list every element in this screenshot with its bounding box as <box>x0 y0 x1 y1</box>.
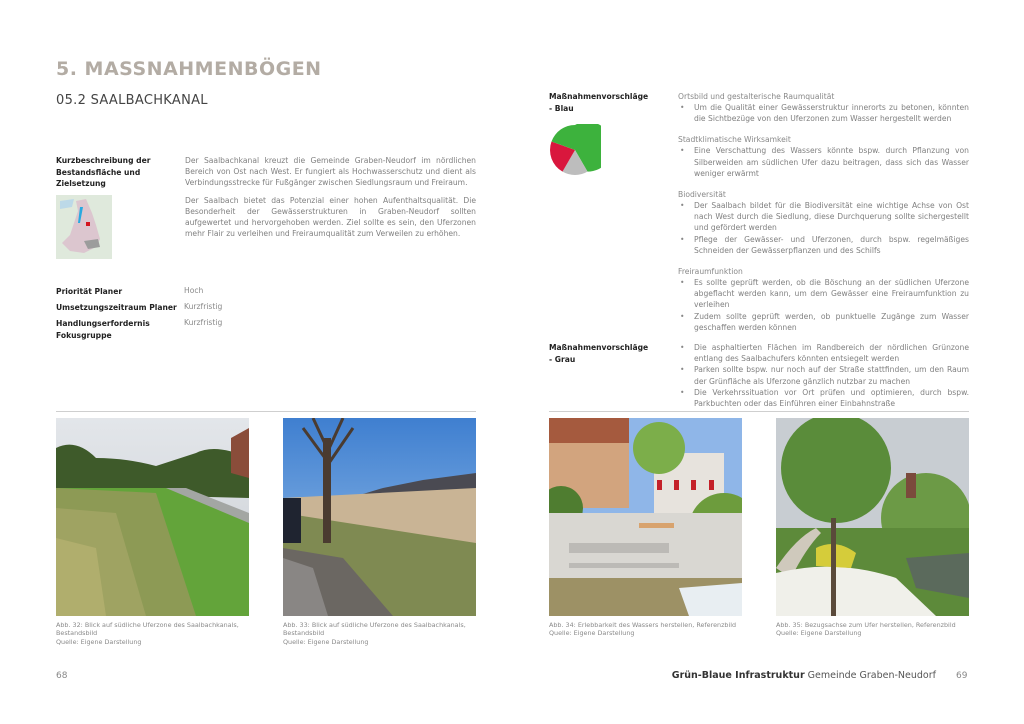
measure-item: • Es sollte geprüft werden, ob die Böschung an der südlichen Uferzone abgeflacht werden kann, um dem Gewässer eine Freiraumfunktion zu verleihen <box>678 277 969 311</box>
description-label <box>56 155 176 190</box>
figure-caption-34 <box>549 621 759 638</box>
figure-caption-32 <box>56 621 256 646</box>
label-line: Zielsetzung <box>56 179 106 188</box>
measure-item: • Zudem sollte geprüft werden, ob punktuelle Zugänge zum Wasser geschaffen werden können <box>678 311 969 333</box>
divider <box>549 411 969 412</box>
attribute-label: Priorität Planer <box>56 287 123 296</box>
description-paragraph: Der Saalbach bietet das Potenzial einer hohen Aufenthaltsqualität. Die Besonderheit der Gewässerstrukturen in Graben-Neudorf sollten aufgewertet und hervorgehoben werden. Ziel sollte es sein, den Uferzonen mehr Flair zu verleihen und Freiraumqualität zum Verweilen zu erhöhen. <box>185 195 476 239</box>
blau-label <box>549 91 648 114</box>
measure-item: • Pflege der Gewässer- und Uferzonen, durch bspw. regelmäßiges Schneiden der Gewässerpflanzen und des Schilfs <box>678 234 969 256</box>
caption-line: Quelle: Eigene Darstellung <box>283 637 369 646</box>
photo-waterfront-steps <box>549 418 742 616</box>
caption-line: Abb. 33: Blick auf südliche Uferzone des Saalbachkanals, <box>283 621 466 629</box>
caption-line: Bestandsbild <box>283 629 325 638</box>
caption-line: Quelle: Eigene Darstellung <box>56 637 142 646</box>
measure-heading: Ortsbild und gestalterische Raumqualität <box>678 92 835 101</box>
location-map-thumbnail <box>56 195 112 259</box>
attribute-row-focus-group <box>56 318 356 342</box>
measure-item: • Die asphaltierten Flächen im Randbereich der nördlichen Grünzone entlang des Saalbachufers könnten entsiegelt werden <box>678 342 969 364</box>
caption-line: Quelle: Eigene Darstellung <box>549 629 635 638</box>
caption-line: Bestandsbild <box>56 629 98 638</box>
description-text <box>185 155 476 245</box>
figure-caption-33 <box>283 621 483 646</box>
attributes-table <box>56 286 356 342</box>
caption-line: Abb. 32: Blick auf südliche Uferzone des Saalbachkanals, <box>56 621 239 629</box>
page-number-left: 68 <box>56 671 68 681</box>
attribute-value: Kurzfristig <box>184 302 223 311</box>
attribute-label: Handlungserfordernis Fokusgruppe <box>56 319 150 340</box>
attribute-label: Umsetzungszeitraum Planer <box>56 303 177 312</box>
measure-heading: Stadtklimatische Wirksamkeit <box>678 135 791 145</box>
measure-item: • Um die Qualität einer Gewässerstruktur innerorts zu betonen, könnten die Sichtbezüge von den Uferzonen zum Wasser hergestellt werden <box>678 102 969 124</box>
measure-item: • Der Saalbach bildet für die Biodiversität eine wichtige Achse von Ost nach West durch die Siedlung, diese Durchquerung sollte sichergestellt und gefördert werden <box>678 200 969 234</box>
page-number-right: 69 <box>956 671 968 681</box>
footer-title <box>672 670 936 681</box>
footer-title-rest: Gemeinde Graben-Neudorf <box>804 670 936 681</box>
caption-line: Abb. 34: Erlebbarkeit des Wassers herstellen, Referenzbild <box>549 621 737 629</box>
label-line: Kurzbeschreibung der <box>56 156 151 165</box>
measure-item: • Eine Verschattung des Wassers könnte bspw. durch Pflanzung von Silberweiden am südlichen Ufer dazu beitragen, dass sich das Wasser weniger erwärmt <box>678 145 969 179</box>
measure-item: • Parken sollte bspw. nur noch auf der Straße stattfinden, um den Raum der Grünfläche als Uferzone gänzlich nutzbar zu machen <box>678 364 969 386</box>
label-line: Maßnahmenvorschläge <box>549 92 649 101</box>
description-paragraph: Der Saalbachkanal kreuzt die Gemeinde Graben-Neudorf im nördlichen Bereich von Ost nach West. Er fungiert als Hochwasserschutz und dient als Verbindungsstrecke für Fußgänger zwischen Siedlungsraum und Freiraum. <box>185 156 476 188</box>
label-line: - Grau <box>549 354 576 364</box>
caption-line: Abb. 35: Bezugsachse zum Ufer herstellen, Referenzbild <box>776 621 956 629</box>
label-line: Maßnahmenvorschläge <box>549 343 649 352</box>
measure-group <box>678 189 969 256</box>
grau-label <box>549 342 648 365</box>
measure-group <box>678 266 969 333</box>
divider <box>56 411 476 412</box>
chapter-title: 5. MASSNAHMENBÖGEN <box>56 58 322 80</box>
photo-reed-bank <box>56 418 249 616</box>
label-line: - Blau <box>549 103 574 113</box>
attribute-row-priority <box>56 286 356 302</box>
footer-title-bold: Grün-Blaue Infrastruktur <box>671 670 805 681</box>
label-line: Bestandsfläche und <box>56 167 141 177</box>
grau-measures <box>678 342 969 419</box>
measure-group <box>678 91 969 124</box>
photo-street-tree-reeds <box>283 418 476 616</box>
caption-line: Quelle: Eigene Darstellung <box>776 629 862 638</box>
photo-riverside-path <box>776 418 969 616</box>
attribute-row-timeframe <box>56 302 356 318</box>
attribute-value: Hoch <box>184 286 204 295</box>
attribute-value: Kurzfristig <box>184 318 223 327</box>
figure-caption-35 <box>776 621 986 638</box>
measure-group <box>678 134 969 179</box>
measure-heading: Biodiversität <box>678 190 726 200</box>
measure-pie-chart <box>549 124 601 176</box>
section-title: 05.2 SAALBACHKANAL <box>56 93 208 108</box>
blau-measures <box>678 91 969 343</box>
measure-heading: Freiraumfunktion <box>678 267 743 277</box>
measure-item: • Die Verkehrssituation vor Ort prüfen und optimieren, durch bspw. Parkbuchten oder das Einführen einer Einbahnstraße <box>678 387 969 409</box>
